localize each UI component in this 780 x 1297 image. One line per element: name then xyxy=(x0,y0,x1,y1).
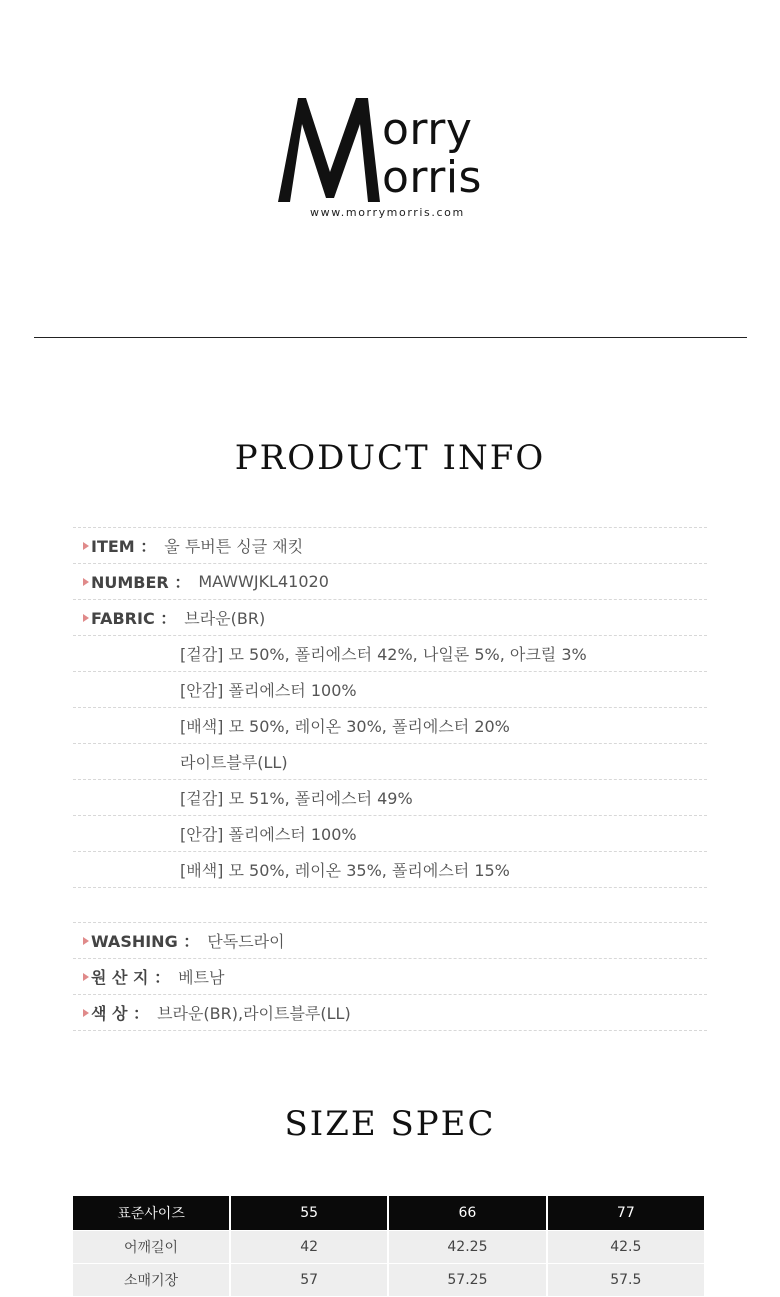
table-row xyxy=(73,1231,704,1263)
bullet-triangle-icon xyxy=(83,542,89,550)
bullet-triangle-icon xyxy=(83,1009,89,1017)
table-cell: 42 xyxy=(231,1231,387,1263)
logo-url: www.morrymorris.com xyxy=(310,206,465,219)
info-key: WASHING ： xyxy=(91,932,200,951)
fabric-line-text: [겉감] 모 51%, 폴리에스터 49% xyxy=(180,789,413,808)
header-divider xyxy=(34,337,747,338)
info-value: 브라운(BR),라이트블루(LL) xyxy=(157,1004,351,1023)
size-spec-title: SIZE SPEC xyxy=(284,1104,496,1144)
table-header-cell: 55 xyxy=(231,1196,387,1230)
bullet-triangle-icon xyxy=(83,937,89,945)
fabric-line xyxy=(73,672,707,708)
info-value: 단독드라이 xyxy=(207,932,285,951)
fabric-line-text: [안감] 폴리에스터 100% xyxy=(180,681,357,700)
info-key: FABRIC ： xyxy=(91,609,177,628)
table-cell: 어깨길이 xyxy=(73,1231,229,1263)
fabric-line xyxy=(73,816,707,852)
logo-text-line1: orry xyxy=(382,104,473,155)
info-row-origin xyxy=(73,959,707,995)
bullet-triangle-icon xyxy=(83,578,89,586)
fabric-line xyxy=(73,852,707,888)
fabric-line xyxy=(73,636,707,672)
fabric-line-text: [안감] 폴리에스터 100% xyxy=(180,825,357,844)
table-cell: 42.5 xyxy=(548,1231,704,1263)
fabric-line xyxy=(73,780,707,816)
info-key: 원 산 지 ： xyxy=(91,968,171,987)
table-cell: 57.5 xyxy=(548,1264,704,1296)
info-key: NUMBER ： xyxy=(91,573,191,592)
table-cell: 57 xyxy=(231,1264,387,1296)
fabric-line xyxy=(73,708,707,744)
product-info-list xyxy=(73,527,707,1031)
table-row xyxy=(73,1264,704,1296)
spacer-row xyxy=(73,888,707,923)
fabric-line-text: [겉감] 모 50%, 폴리에스터 42%, 나일론 5%, 아크릴 3% xyxy=(180,645,587,664)
info-row-item xyxy=(73,528,707,564)
table-header-cell: 77 xyxy=(548,1196,704,1230)
fabric-line-text: 라이트블루(LL) xyxy=(180,753,288,772)
size-spec-table xyxy=(71,1195,706,1297)
fabric-line xyxy=(73,744,707,780)
fabric-line-text: [배색] 모 50%, 레이온 35%, 폴리에스터 15% xyxy=(180,861,510,880)
info-value: 베트남 xyxy=(178,968,225,987)
info-row-color xyxy=(73,995,707,1031)
info-row-fabric xyxy=(73,600,707,636)
table-header-row xyxy=(73,1196,704,1230)
product-info-title: PRODUCT INFO xyxy=(234,438,546,478)
bullet-triangle-icon xyxy=(83,973,89,981)
brand-logo xyxy=(270,88,510,228)
info-row-washing xyxy=(73,923,707,959)
info-key: ITEM ： xyxy=(91,537,157,556)
table-header-cell: 66 xyxy=(389,1196,545,1230)
table-header-cell: 표준사이즈 xyxy=(73,1196,229,1230)
info-key: 색 상 ： xyxy=(91,1004,150,1023)
info-row-number xyxy=(73,564,707,600)
table-cell: 소매기장 xyxy=(73,1264,229,1296)
bullet-triangle-icon xyxy=(83,614,89,622)
fabric-line-text: [배색] 모 50%, 레이온 30%, 폴리에스터 20% xyxy=(180,717,510,736)
logo-text-line2: orris xyxy=(382,152,482,203)
info-value: 울 투버튼 싱글 재킷 xyxy=(164,537,304,556)
info-value: MAWWJKL41020 xyxy=(198,572,329,591)
logo-m-glyph xyxy=(276,94,384,204)
table-cell: 57.25 xyxy=(389,1264,545,1296)
info-value: 브라운(BR) xyxy=(184,609,266,628)
table-cell: 42.25 xyxy=(389,1231,545,1263)
